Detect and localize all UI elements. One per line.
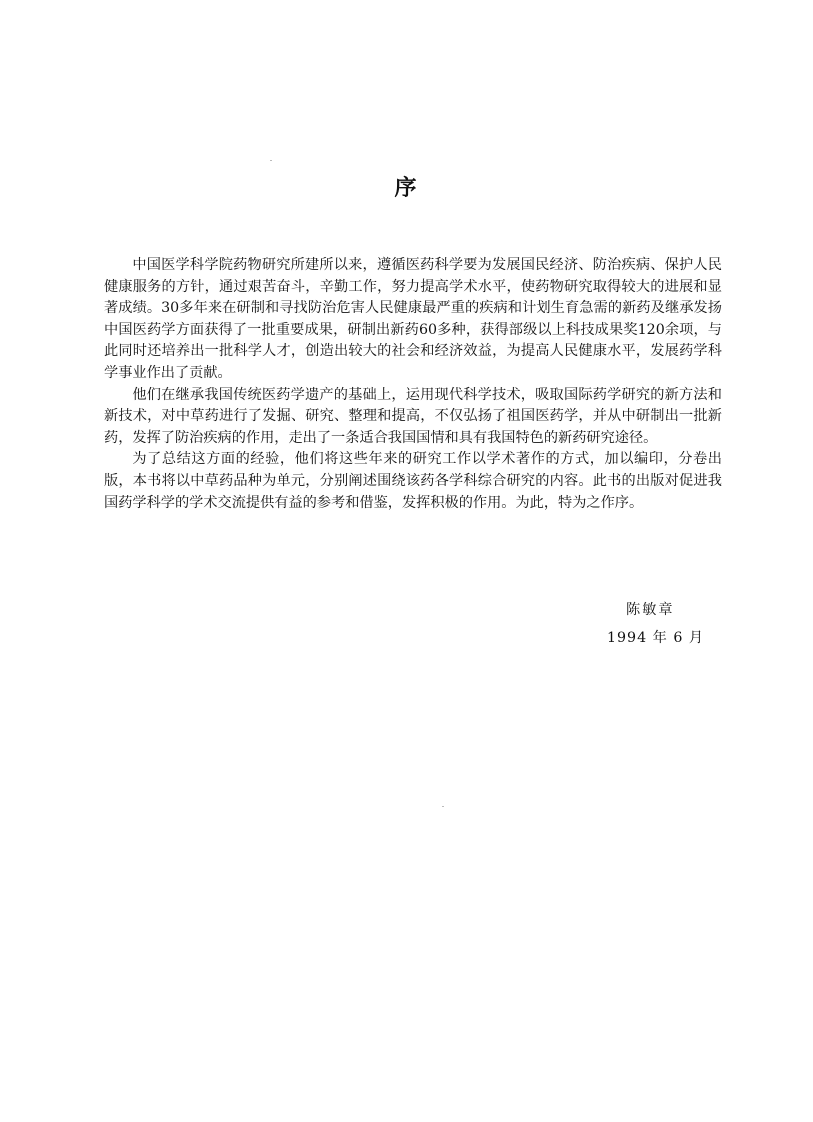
preface-body: [104, 255, 722, 514]
paragraph-1: 中国医学科学院药物研究所建所以来，遵循医药科学要为发展国民经济、防治疾病、保护人民健康服务的方针，通过艰苦奋斗，辛勤工作，努力提高学术水平，使药物研究取得较大的进展和显著成绩。30多年来在研制和寻找防治危害人民健康最严重的疾病和计划生育急需的新药及继承发扬中国医药学方面获得了一批重要成果，研制出新药60多种，获得部级以上科技成果奖120余项，与此同时还培养出一批科学人才，创造出较大的社会和经济效益，为提高人民健康水平，发展药学科学事业作出了贡献。: [104, 257, 722, 381]
scan-speck: [442, 806, 444, 807]
paragraph-3: 为了总结这方面的经验，他们将这些年来的研究工作以学术著作的方式，加以编印，分卷出版，本书将以中草药品种为单元，分别阐述围绕该药各学科综合研究的内容。此书的出版对促进我国药学科学的学术交流提供有益的参考和借鉴，发挥积极的作用。为此，特为之作序。: [104, 451, 722, 511]
scan-speck: [270, 160, 272, 161]
signature-date: 1994 年 6 月: [607, 630, 705, 646]
author-name: 陈敏章: [626, 602, 675, 618]
signature-block: [560, 596, 720, 652]
preface-title: 序: [394, 175, 419, 201]
paragraph-2: 他们在继承我国传统医药学遗产的基础上，运用现代科学技术，吸取国际药学研究的新方法和新技术，对中草药进行了发掘、研究、整理和提高，不仅弘扬了祖国医药学，并从中研制出一批新药，发挥了防治疾病的作用，走出了一条适合我国国情和具有我国特色的新药研究途径。: [104, 386, 722, 446]
